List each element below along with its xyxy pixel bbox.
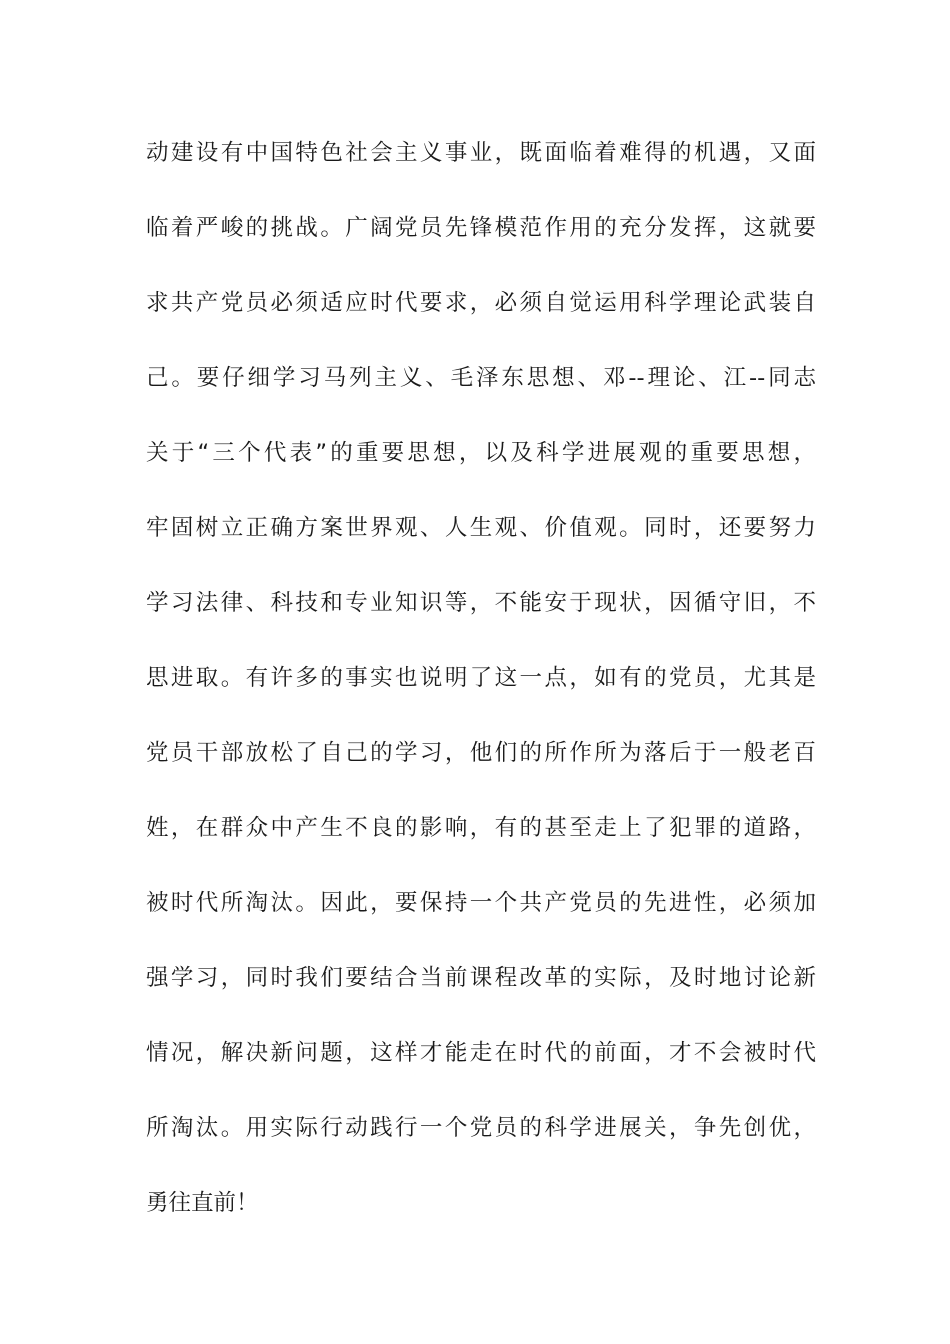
text-line: 所淘汰。用实际行动践行一个党员的科学进展关，争先创优， bbox=[146, 1115, 816, 1141]
text-line: 己。要仔细学习马列主义、毛泽东思想、邓--理论、江--同志 bbox=[146, 365, 816, 391]
text-line: 勇往直前！ bbox=[146, 1190, 259, 1216]
text-line: 强学习，同时我们要结合当前课程改革的实际，及时地讨论新 bbox=[146, 965, 816, 991]
text-line: 临着严峻的挑战。广阔党员先锋模范作用的充分发挥，这就要 bbox=[146, 215, 816, 241]
text-line: 关于“三个代表”的重要思想，以及科学进展观的重要思想， bbox=[146, 440, 816, 466]
text-line: 学习法律、科技和专业知识等，不能安于现状，因循守旧，不 bbox=[146, 590, 816, 616]
text-line: 思进取。有许多的事实也说明了这一点，如有的党员，尤其是 bbox=[146, 665, 816, 691]
text-line: 牢固树立正确方案世界观、人生观、价值观。同时，还要努力 bbox=[146, 515, 816, 541]
text-line: 动建设有中国特色社会主义事业，既面临着难得的机遇，又面 bbox=[146, 140, 816, 166]
text-line: 被时代所淘汰。因此，要保持一个共产党员的先进性，必须加 bbox=[146, 890, 816, 916]
text-line: 党员干部放松了自己的学习，他们的所作所为落后于一般老百 bbox=[146, 740, 816, 766]
text-line: 情况，解决新问题，这样才能走在时代的前面，才不会被时代 bbox=[146, 1040, 816, 1066]
text-line: 求共产党员必须适应时代要求，必须自觉运用科学理论武装自 bbox=[146, 290, 816, 316]
body-paragraph bbox=[146, 131, 816, 1256]
text-line: 姓，在群众中产生不良的影响，有的甚至走上了犯罪的道路， bbox=[146, 815, 816, 841]
